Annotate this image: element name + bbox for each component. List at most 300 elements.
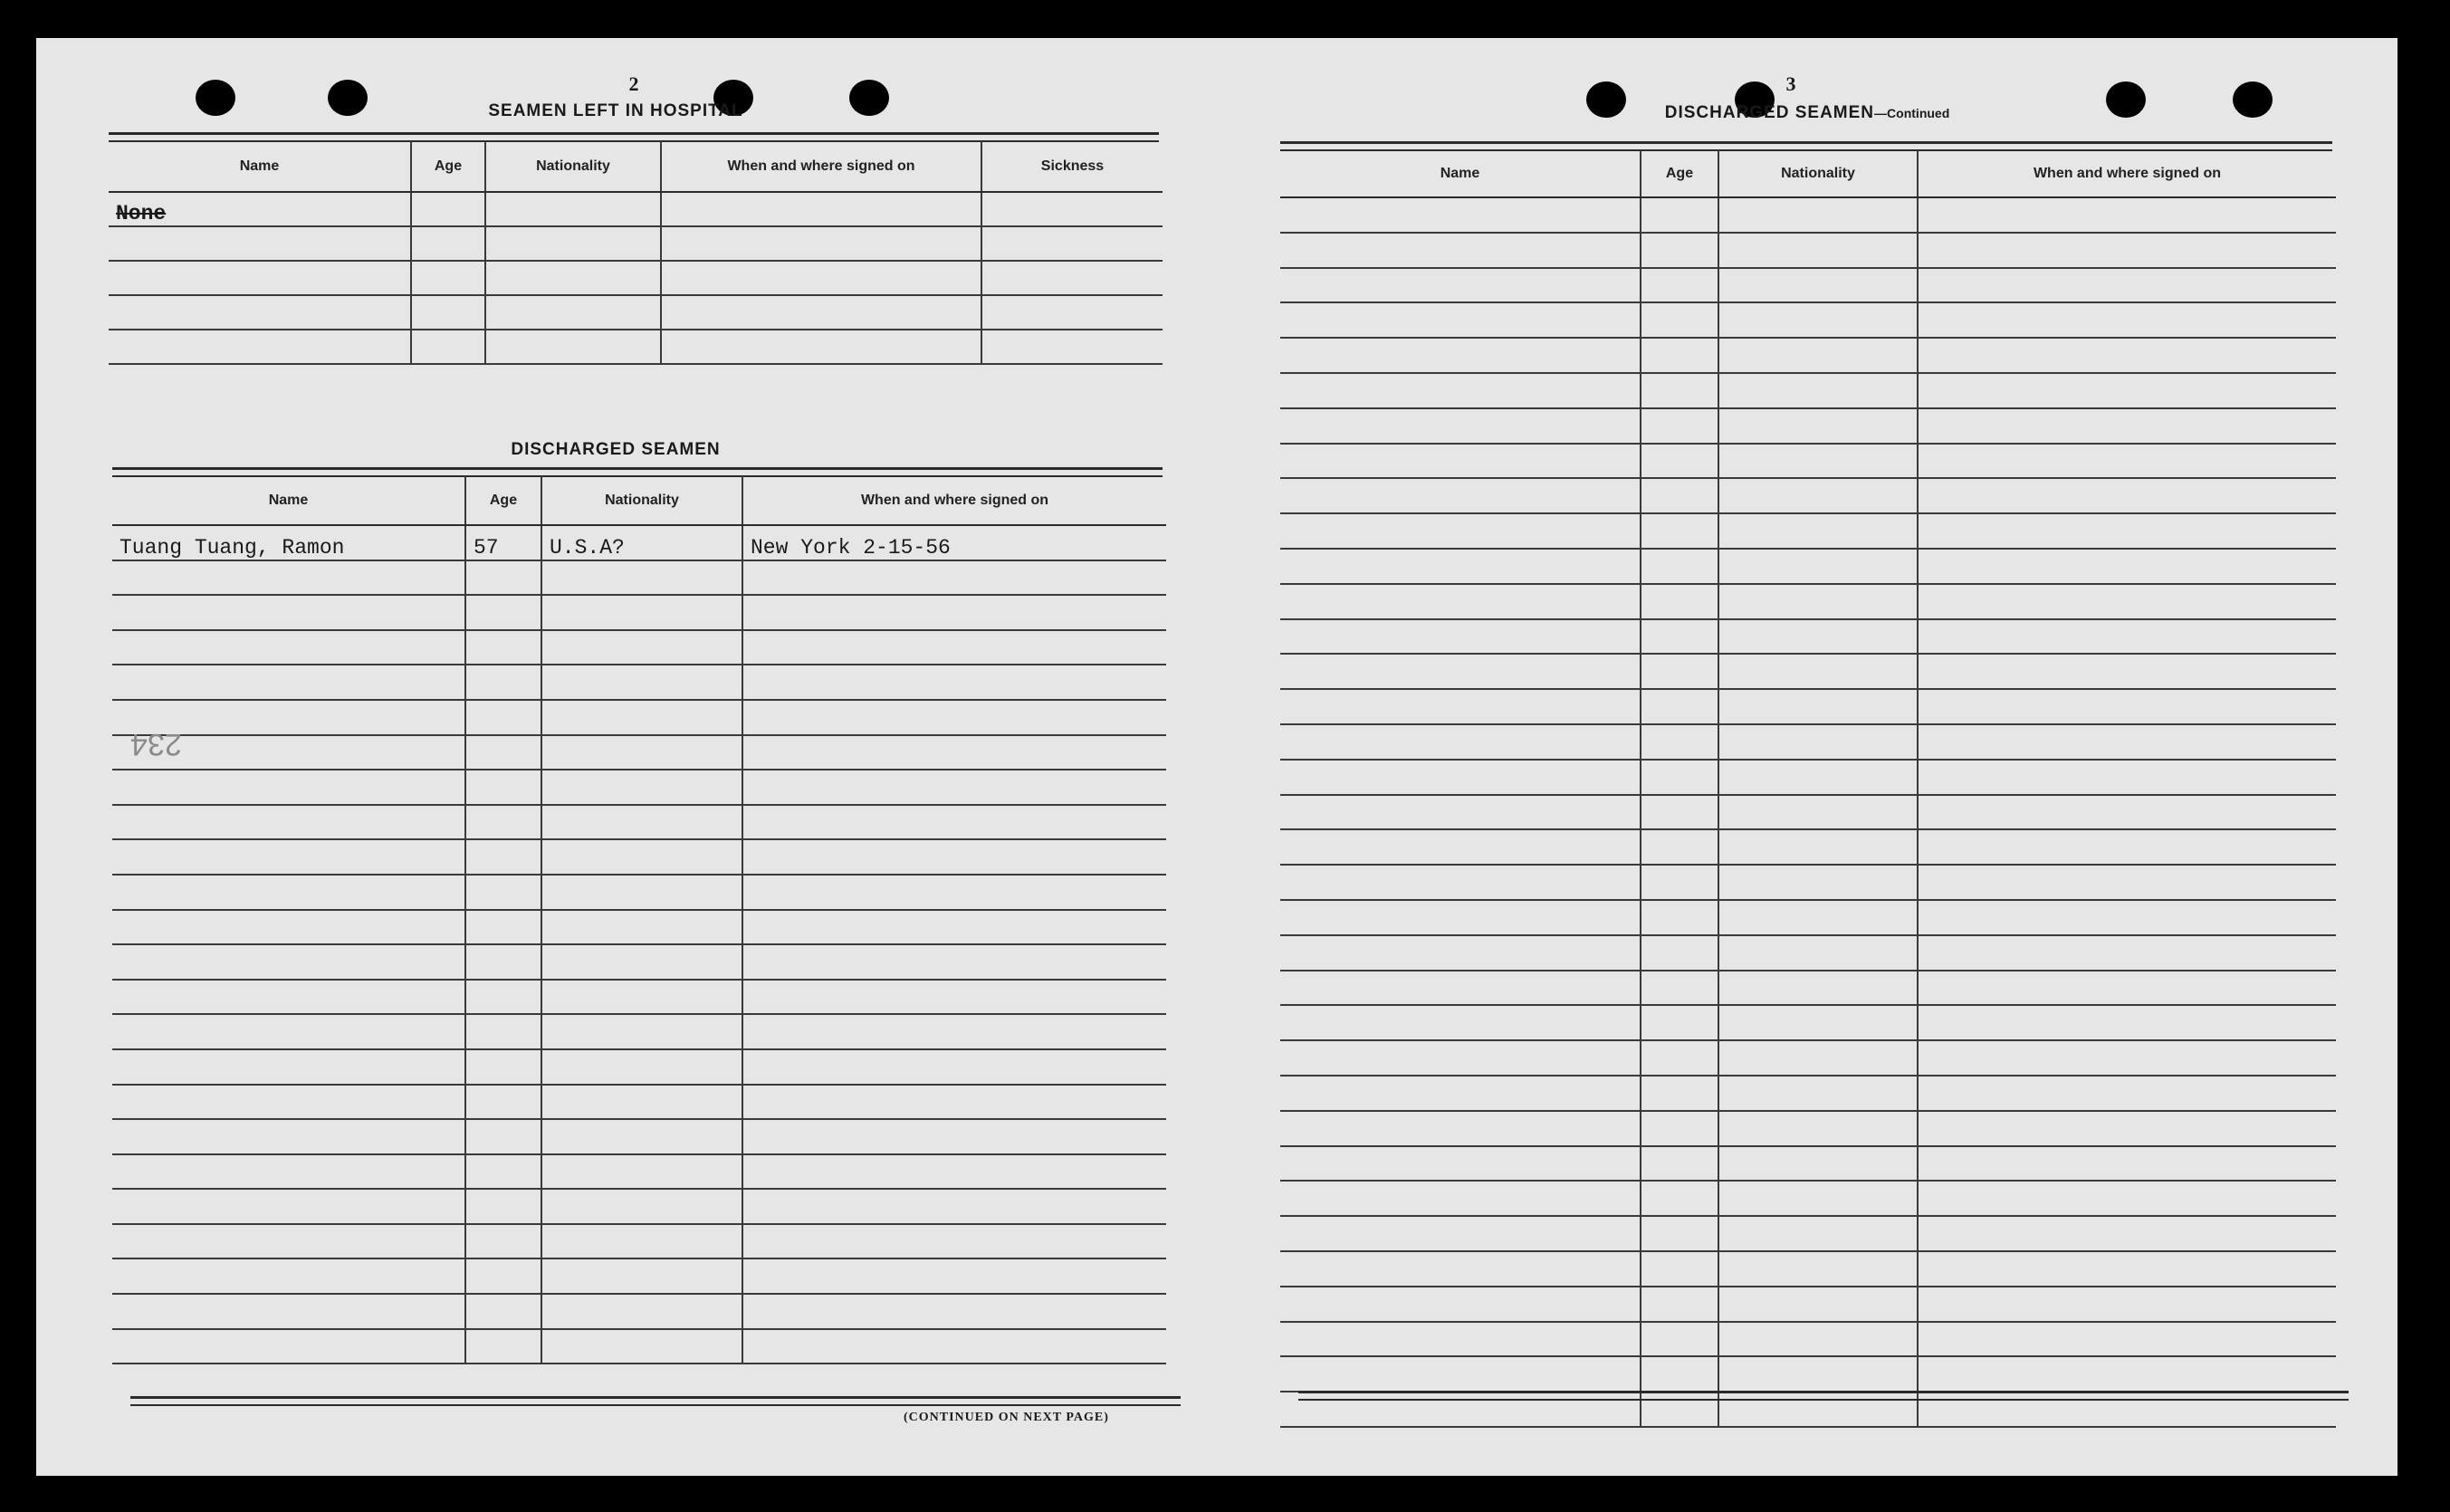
table-cell bbox=[109, 295, 411, 330]
table-cell bbox=[1280, 865, 1641, 900]
table-cell bbox=[411, 295, 485, 330]
table-cell bbox=[109, 226, 411, 261]
table-cell bbox=[1918, 268, 2336, 303]
punch-hole-icon bbox=[328, 80, 368, 116]
table-cell bbox=[1280, 302, 1641, 338]
table-cell bbox=[742, 700, 1166, 735]
table-row bbox=[112, 630, 1166, 665]
table-cell bbox=[661, 261, 981, 295]
table-row bbox=[1280, 1076, 2336, 1111]
table-cell bbox=[742, 839, 1166, 875]
table-cell bbox=[1280, 584, 1641, 619]
right-section-title bbox=[1617, 103, 1997, 123]
table-row bbox=[1280, 900, 2336, 935]
table-cell bbox=[1280, 1287, 1641, 1322]
table-cell bbox=[112, 1294, 465, 1329]
table-cell bbox=[465, 875, 541, 910]
table-cell bbox=[1718, 1216, 1918, 1251]
table-cell bbox=[112, 1085, 465, 1120]
table-cell bbox=[541, 595, 742, 630]
table-row bbox=[112, 1224, 1166, 1259]
table-cell bbox=[742, 560, 1166, 596]
table-cell bbox=[742, 910, 1166, 945]
table-cell bbox=[465, 665, 541, 700]
table-cell bbox=[742, 805, 1166, 840]
table-cell bbox=[1718, 760, 1918, 795]
table-cell bbox=[1718, 1322, 1918, 1357]
column-header: When and where signed on bbox=[742, 476, 1166, 525]
table-cell bbox=[1280, 444, 1641, 479]
discharged-table bbox=[112, 476, 1166, 1364]
table-cell bbox=[1280, 478, 1641, 513]
table-cell bbox=[112, 665, 465, 700]
table-row bbox=[112, 805, 1166, 840]
table-cell bbox=[541, 1154, 742, 1190]
table-cell bbox=[1280, 829, 1641, 865]
table-row bbox=[1280, 1181, 2336, 1216]
table-cell bbox=[541, 1294, 742, 1329]
table-cell bbox=[1918, 549, 2336, 584]
table-cell bbox=[1918, 1322, 2336, 1357]
table-cell: 57 bbox=[465, 525, 541, 560]
table-cell bbox=[1918, 654, 2336, 689]
table-cell bbox=[1918, 1287, 2336, 1322]
margin-number: 234 bbox=[130, 727, 182, 761]
table-cell bbox=[1641, 935, 1718, 971]
table-row bbox=[1280, 444, 2336, 479]
table-row bbox=[1280, 197, 2336, 233]
table-row bbox=[1280, 268, 2336, 303]
table-row bbox=[1280, 1356, 2336, 1392]
table-row bbox=[1280, 373, 2336, 408]
table-cell bbox=[1718, 549, 1918, 584]
table-cell bbox=[1641, 900, 1718, 935]
table-cell bbox=[1718, 619, 1918, 655]
table-cell bbox=[541, 1329, 742, 1364]
table-cell bbox=[1918, 1040, 2336, 1076]
table-row bbox=[1280, 478, 2336, 513]
table-cell bbox=[981, 295, 1163, 330]
table-cell bbox=[1918, 1181, 2336, 1216]
table-cell bbox=[1918, 1216, 2336, 1251]
column-header: Name bbox=[1280, 150, 1641, 197]
table-cell bbox=[112, 875, 465, 910]
table-cell bbox=[1718, 268, 1918, 303]
table-row bbox=[112, 1119, 1166, 1154]
table-row bbox=[1280, 795, 2336, 830]
table-cell bbox=[112, 560, 465, 596]
right-header-row bbox=[1280, 150, 2336, 197]
table-cell: U.S.A? bbox=[541, 525, 742, 560]
table-row bbox=[109, 261, 1163, 295]
table-cell bbox=[981, 261, 1163, 295]
table-cell bbox=[112, 944, 465, 980]
table-cell bbox=[1718, 1251, 1918, 1287]
table-cell bbox=[1918, 1356, 2336, 1392]
punch-hole-icon bbox=[2106, 81, 2146, 118]
table-cell bbox=[112, 630, 465, 665]
table-row bbox=[1280, 549, 2336, 584]
table-cell bbox=[541, 630, 742, 665]
table-cell bbox=[1918, 900, 2336, 935]
table-cell bbox=[1280, 233, 1641, 268]
table-cell bbox=[1718, 689, 1918, 724]
table-cell bbox=[1280, 1005, 1641, 1040]
table-cell bbox=[661, 192, 981, 226]
table-cell bbox=[1641, 444, 1718, 479]
table-cell bbox=[1641, 233, 1718, 268]
table-cell: Tuang Tuang, Ramon bbox=[112, 525, 465, 560]
discharged-section-title: DISCHARGED SEAMEN bbox=[511, 440, 721, 459]
table-cell bbox=[465, 1119, 541, 1154]
table-row bbox=[112, 980, 1166, 1015]
column-header: Age bbox=[411, 141, 485, 192]
table-row bbox=[1280, 338, 2336, 373]
table-cell bbox=[742, 1154, 1166, 1190]
right-page-number: 3 bbox=[1785, 72, 1796, 95]
table-cell bbox=[465, 1224, 541, 1259]
punch-hole-icon bbox=[196, 80, 235, 116]
table-cell bbox=[1718, 900, 1918, 935]
table-row bbox=[112, 735, 1166, 770]
continued-footer: (CONTINUED ON NEXT PAGE) bbox=[904, 1411, 1109, 1424]
table-cell bbox=[1918, 1111, 2336, 1146]
table-cell bbox=[1280, 654, 1641, 689]
table-cell bbox=[541, 770, 742, 805]
table-row bbox=[112, 944, 1166, 980]
table-cell bbox=[1718, 1181, 1918, 1216]
table-cell bbox=[1718, 338, 1918, 373]
table-cell bbox=[1718, 865, 1918, 900]
table-cell bbox=[1641, 584, 1718, 619]
table-cell bbox=[1280, 795, 1641, 830]
table-cell bbox=[1641, 1040, 1718, 1076]
table-cell bbox=[1641, 1005, 1718, 1040]
table-cell bbox=[109, 261, 411, 295]
table-row bbox=[112, 1258, 1166, 1294]
table-cell bbox=[1918, 1146, 2336, 1182]
table-cell bbox=[742, 875, 1166, 910]
table-cell bbox=[1641, 1076, 1718, 1111]
table-cell bbox=[112, 1189, 465, 1224]
table-cell bbox=[465, 805, 541, 840]
table-cell bbox=[1718, 197, 1918, 233]
hospital-table bbox=[109, 141, 1163, 365]
table-cell bbox=[485, 295, 661, 330]
table-cell bbox=[411, 192, 485, 226]
table-cell bbox=[1280, 760, 1641, 795]
table-cell bbox=[1641, 478, 1718, 513]
table-cell bbox=[411, 330, 485, 364]
table-cell bbox=[465, 560, 541, 596]
table-cell bbox=[1280, 549, 1641, 584]
table-cell bbox=[1641, 1146, 1718, 1182]
column-header: Sickness bbox=[981, 141, 1163, 192]
table-cell bbox=[465, 980, 541, 1015]
table-cell bbox=[742, 630, 1166, 665]
table-cell bbox=[1641, 689, 1718, 724]
table-cell bbox=[1641, 1216, 1718, 1251]
table-cell bbox=[1641, 971, 1718, 1006]
table-cell bbox=[1918, 233, 2336, 268]
table-cell bbox=[1641, 1251, 1718, 1287]
table-row bbox=[112, 1189, 1166, 1224]
table-row bbox=[1280, 1287, 2336, 1322]
table-row bbox=[109, 295, 1163, 330]
table-cell bbox=[1918, 829, 2336, 865]
table-cell bbox=[1280, 1251, 1641, 1287]
table-cell bbox=[1280, 689, 1641, 724]
table-cell bbox=[742, 1224, 1166, 1259]
table-cell bbox=[1918, 865, 2336, 900]
table-cell bbox=[465, 910, 541, 945]
table-cell bbox=[1280, 1181, 1641, 1216]
table-cell bbox=[541, 1049, 742, 1085]
table-cell bbox=[981, 226, 1163, 261]
table-cell bbox=[1641, 724, 1718, 760]
hospital-section-title: SEAMEN LEFT IN HOSPITAL bbox=[488, 101, 743, 120]
table-cell bbox=[541, 665, 742, 700]
table-cell bbox=[1641, 338, 1718, 373]
table-row bbox=[1280, 935, 2336, 971]
table-cell bbox=[1280, 935, 1641, 971]
table-cell bbox=[1718, 795, 1918, 830]
table-cell bbox=[1280, 338, 1641, 373]
table-cell bbox=[742, 1085, 1166, 1120]
table-cell bbox=[485, 261, 661, 295]
table-cell bbox=[1641, 408, 1718, 444]
table-cell bbox=[1641, 654, 1718, 689]
table-cell bbox=[541, 1085, 742, 1120]
table-cell bbox=[112, 1049, 465, 1085]
table-cell bbox=[1718, 408, 1918, 444]
table-cell bbox=[1718, 1287, 1918, 1322]
table-cell bbox=[1280, 971, 1641, 1006]
table-cell bbox=[1641, 760, 1718, 795]
table-cell: New York 2-15-56 bbox=[742, 525, 1166, 560]
table-cell bbox=[1918, 1251, 2336, 1287]
table-row bbox=[1280, 760, 2336, 795]
table-cell bbox=[1280, 1356, 1641, 1392]
column-header: Age bbox=[465, 476, 541, 525]
punch-hole-icon bbox=[849, 80, 889, 116]
table-row bbox=[112, 1294, 1166, 1329]
table-cell bbox=[1918, 197, 2336, 233]
table-cell bbox=[742, 770, 1166, 805]
table-row bbox=[1280, 971, 2336, 1006]
table-cell bbox=[1718, 654, 1918, 689]
table-cell bbox=[1918, 689, 2336, 724]
table-row bbox=[1280, 1040, 2336, 1076]
table-cell bbox=[485, 226, 661, 261]
column-header: Name bbox=[112, 476, 465, 525]
table-cell bbox=[411, 226, 485, 261]
table-cell bbox=[541, 1189, 742, 1224]
table-row bbox=[109, 330, 1163, 364]
table-cell bbox=[742, 1329, 1166, 1364]
column-header: Age bbox=[1641, 150, 1718, 197]
table-row bbox=[109, 192, 1163, 226]
table-row bbox=[1280, 619, 2336, 655]
table-row bbox=[112, 525, 1166, 560]
table-row bbox=[1280, 1005, 2336, 1040]
table-cell bbox=[465, 770, 541, 805]
table-cell bbox=[112, 805, 465, 840]
table-cell bbox=[485, 330, 661, 364]
continued-label: —Continued bbox=[1874, 106, 1950, 120]
table-row bbox=[1280, 1251, 2336, 1287]
table-cell bbox=[1718, 302, 1918, 338]
table-cell bbox=[742, 1049, 1166, 1085]
table-cell bbox=[541, 1258, 742, 1294]
table-cell bbox=[541, 875, 742, 910]
table-cell bbox=[541, 980, 742, 1015]
table-cell bbox=[465, 735, 541, 770]
table-cell bbox=[1718, 373, 1918, 408]
table-cell bbox=[541, 1014, 742, 1049]
table-cell bbox=[742, 595, 1166, 630]
table-cell bbox=[742, 1119, 1166, 1154]
table-cell bbox=[1280, 900, 1641, 935]
table-cell bbox=[742, 1189, 1166, 1224]
punch-hole-icon bbox=[2233, 81, 2273, 118]
table-cell bbox=[1918, 724, 2336, 760]
table-row bbox=[1280, 584, 2336, 619]
table-cell bbox=[1280, 513, 1641, 549]
table-row bbox=[1280, 302, 2336, 338]
table-cell bbox=[1718, 1076, 1918, 1111]
table-cell: None bbox=[109, 192, 411, 226]
table-row bbox=[1280, 233, 2336, 268]
table-cell bbox=[112, 1014, 465, 1049]
table-cell bbox=[541, 560, 742, 596]
table-cell bbox=[1918, 513, 2336, 549]
table-cell bbox=[1918, 408, 2336, 444]
table-row bbox=[112, 1049, 1166, 1085]
table-cell bbox=[541, 700, 742, 735]
table-cell bbox=[541, 944, 742, 980]
table-cell bbox=[1718, 1146, 1918, 1182]
table-cell bbox=[1918, 478, 2336, 513]
table-cell bbox=[1718, 724, 1918, 760]
table-cell bbox=[1641, 549, 1718, 584]
table-cell bbox=[1718, 444, 1918, 479]
table-row bbox=[112, 700, 1166, 735]
table-cell bbox=[1280, 1040, 1641, 1076]
table-cell bbox=[465, 595, 541, 630]
table-cell bbox=[1280, 1322, 1641, 1357]
table-cell bbox=[1718, 829, 1918, 865]
discharged-bottom-rule bbox=[130, 1396, 1181, 1406]
table-cell bbox=[1280, 1111, 1641, 1146]
table-cell bbox=[541, 839, 742, 875]
table-cell bbox=[1918, 619, 2336, 655]
table-cell bbox=[1918, 373, 2336, 408]
table-cell bbox=[1280, 268, 1641, 303]
table-cell bbox=[1280, 619, 1641, 655]
table-cell bbox=[742, 980, 1166, 1015]
table-cell bbox=[465, 944, 541, 980]
table-cell bbox=[1918, 971, 2336, 1006]
column-header: Nationality bbox=[485, 141, 661, 192]
table-cell bbox=[112, 1258, 465, 1294]
table-row bbox=[1280, 1111, 2336, 1146]
table-row bbox=[1280, 724, 2336, 760]
column-header: Name bbox=[109, 141, 411, 192]
table-cell bbox=[109, 330, 411, 364]
table-cell bbox=[112, 980, 465, 1015]
table-row bbox=[1280, 513, 2336, 549]
table-cell bbox=[1280, 373, 1641, 408]
table-cell bbox=[1641, 795, 1718, 830]
table-cell bbox=[1718, 1005, 1918, 1040]
table-cell bbox=[1280, 408, 1641, 444]
table-cell bbox=[742, 1258, 1166, 1294]
table-cell bbox=[1918, 444, 2336, 479]
table-cell bbox=[742, 1294, 1166, 1329]
table-cell bbox=[742, 1014, 1166, 1049]
table-cell bbox=[981, 192, 1163, 226]
table-cell bbox=[1641, 268, 1718, 303]
discharged-header-row bbox=[112, 476, 1166, 525]
table-row bbox=[112, 665, 1166, 700]
table-cell bbox=[541, 805, 742, 840]
table-cell bbox=[411, 261, 485, 295]
table-cell bbox=[1641, 197, 1718, 233]
table-cell bbox=[1641, 1287, 1718, 1322]
manifest-sheet bbox=[36, 38, 2397, 1476]
table-cell bbox=[465, 1189, 541, 1224]
table-cell bbox=[465, 1014, 541, 1049]
table-cell bbox=[1641, 865, 1718, 900]
table-cell bbox=[1641, 829, 1718, 865]
table-row bbox=[112, 1329, 1166, 1364]
table-cell bbox=[1718, 1356, 1918, 1392]
right-section-title-text: DISCHARGED SEAMEN bbox=[1664, 103, 1875, 122]
table-row bbox=[109, 226, 1163, 261]
table-cell bbox=[1280, 724, 1641, 760]
table-cell bbox=[465, 1085, 541, 1120]
table-row bbox=[112, 1085, 1166, 1120]
table-row bbox=[112, 560, 1166, 596]
table-cell bbox=[1918, 1005, 2336, 1040]
table-row bbox=[1280, 654, 2336, 689]
table-cell bbox=[1918, 338, 2336, 373]
table-cell bbox=[1641, 1181, 1718, 1216]
table-cell bbox=[541, 735, 742, 770]
table-cell bbox=[541, 1119, 742, 1154]
table-cell bbox=[1641, 373, 1718, 408]
table-cell bbox=[465, 700, 541, 735]
table-cell bbox=[465, 1294, 541, 1329]
table-cell bbox=[112, 839, 465, 875]
table-cell bbox=[742, 665, 1166, 700]
table-cell bbox=[112, 770, 465, 805]
table-cell bbox=[1280, 1146, 1641, 1182]
table-cell bbox=[1641, 302, 1718, 338]
table-row bbox=[112, 770, 1166, 805]
table-row bbox=[112, 1154, 1166, 1190]
table-cell bbox=[1718, 1040, 1918, 1076]
table-cell bbox=[661, 226, 981, 261]
table-cell bbox=[661, 295, 981, 330]
table-cell bbox=[541, 1224, 742, 1259]
table-row bbox=[112, 910, 1166, 945]
table-row bbox=[1280, 865, 2336, 900]
table-cell bbox=[1918, 302, 2336, 338]
table-cell bbox=[981, 330, 1163, 364]
table-row bbox=[1280, 1322, 2336, 1357]
